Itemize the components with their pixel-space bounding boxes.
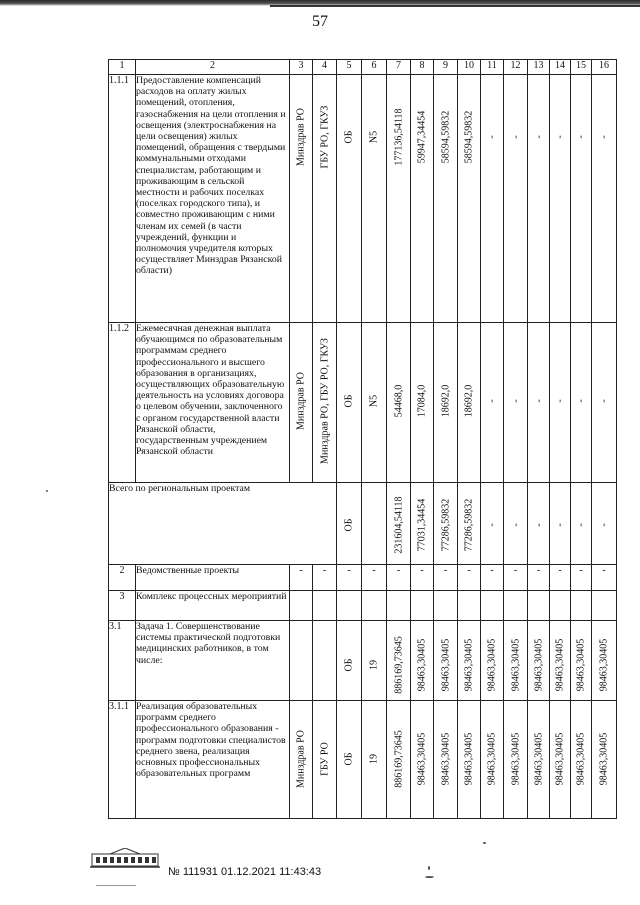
col-header: 15 — [571, 60, 592, 75]
cell-c7: 886169,73645 — [392, 730, 404, 788]
cell-c11: - — [486, 399, 498, 403]
cell-c11: 98463,30405 — [486, 732, 498, 786]
cell-c14: 98463,30405 — [554, 732, 566, 786]
cell-c15: - — [575, 135, 587, 139]
cell-c3: Минздрав РО — [295, 729, 307, 789]
cell-c3: Минздрав РО — [295, 107, 307, 167]
cell-c5: ОБ — [343, 130, 355, 144]
row-number: 3.1.1 — [109, 701, 136, 819]
page-number: 57 — [312, 13, 328, 30]
cell-c5: ОБ — [343, 394, 355, 408]
table-row — [109, 621, 617, 701]
scan-speck — [96, 885, 136, 886]
cell-c7: 54468,0 — [392, 384, 404, 418]
col-header: 2 — [136, 60, 290, 75]
col-header: 1 — [109, 60, 136, 75]
col-header: 16 — [592, 60, 617, 75]
cell-c7: 886169,73645 — [392, 636, 404, 694]
cell-c11: - — [486, 135, 498, 139]
table-row — [109, 565, 617, 591]
table-row — [109, 701, 617, 819]
row-name: Предоставление компенсаций расходов на оплату жилых помещений, отопления, газоснабжения на цели отопления и освещения (электроснабжения на цели освещения) жилых помещений, обращения с твердыми коммунальными отходами специалистам, работающим и проживающим в сельской местности и рабочих поселках (поселках городского типа), и совместно проживающим с ними членам их семей (в части учреждений, функции и полномочия учредителя которых осуществляет Минздрав Рязанской области) — [136, 75, 290, 323]
cell-c11: 98463,30405 — [486, 638, 498, 692]
cell-c11: - — [486, 523, 498, 527]
cell-c13: - — [528, 565, 550, 591]
cell-c15: - — [571, 565, 592, 591]
col-header: 6 — [362, 60, 387, 75]
cell-c8: 17084,0 — [416, 384, 428, 418]
building-stamp-icon — [90, 848, 160, 868]
cell-c14: - — [554, 523, 566, 527]
cell-c15: 98463,30405 — [575, 638, 587, 692]
row-name: Комплекс процессных мероприятий — [136, 591, 290, 621]
row-name: Ежемесячная денежная выплата обучающимся по образовательным программам среднего профессионального и высшего образования в организациях, осуществляющих образовательную деятельность на условиях договора о целевом обучении, заключенного с органом государственной власти Рязанской области, государственным учреждением Рязанской области — [136, 323, 290, 483]
col-header: 7 — [387, 60, 411, 75]
table-row — [109, 323, 617, 483]
cell-c12: - — [504, 565, 528, 591]
cell-c6: N5 — [368, 130, 380, 144]
cell-c4: Минздрав РО, ГБУ РО, ГКУЗ — [318, 338, 330, 464]
col-header: 3 — [290, 60, 313, 75]
row-name: Реализация образовательных программ среднего профессионального образования - программ подготовки специалистов среднего звена, реализация основных профессиональных образовательных программ — [136, 701, 290, 819]
total-label: Всего по региональным проектам — [109, 483, 337, 565]
cell-c9: 58594,59832 — [439, 110, 451, 164]
col-header: 4 — [313, 60, 337, 75]
budget-table — [108, 59, 617, 819]
document-stamp-code: № 111931 01.12.2021 11:43:43 — [168, 866, 322, 878]
row-number: 3 — [109, 591, 136, 621]
cell-c9: 77286,59832 — [439, 498, 451, 552]
scan-top-line — [270, 5, 640, 7]
total-row — [109, 483, 617, 565]
col-header: 11 — [481, 60, 504, 75]
cell-c13: - — [532, 135, 544, 139]
col-header: 13 — [528, 60, 550, 75]
cell-c14: - — [554, 135, 566, 139]
cell-c15: - — [575, 523, 587, 527]
cell-c5: ОБ — [343, 518, 355, 532]
cell-c9: - — [434, 565, 458, 591]
cell-c6: 19 — [368, 660, 380, 670]
row-name: Задача 1. Совершенствование системы практической подготовки медицинских работников, в том числе: — [136, 621, 290, 701]
cell-c16: 98463,30405 — [598, 638, 610, 692]
cell-c10: 98463,30405 — [463, 638, 475, 692]
scan-speck — [46, 490, 48, 492]
cell-c7: 177136,54118 — [392, 108, 404, 166]
cell-c8: 59947,34454 — [416, 110, 428, 164]
row-number: 3.1 — [109, 621, 136, 701]
row-number: 1.1.1 — [109, 75, 136, 323]
cell-c14: - — [554, 399, 566, 403]
cell-c15: 98463,30405 — [575, 732, 587, 786]
col-header: 10 — [458, 60, 481, 75]
row-number: 1.1.2 — [109, 323, 136, 483]
cell-c7: - — [387, 565, 411, 591]
cell-c6: N5 — [368, 394, 380, 408]
table-row — [109, 591, 617, 621]
cell-c16: - — [598, 135, 610, 139]
table-row — [109, 75, 617, 323]
col-header: 14 — [550, 60, 571, 75]
col-header: 5 — [337, 60, 362, 75]
cell-c12: - — [509, 135, 521, 139]
cell-c7: 231604,54118 — [392, 496, 404, 554]
row-number: 2 — [109, 565, 136, 591]
cell-c4: ГБУ РО — [318, 742, 330, 776]
cell-c9: 98463,30405 — [439, 732, 451, 786]
cell-c16: - — [598, 399, 610, 403]
cell-c8: 98463,30405 — [416, 732, 428, 786]
cell-c8: 98463,30405 — [416, 638, 428, 692]
cell-c3: - — [290, 565, 313, 591]
cell-c10: 58594,59832 — [463, 110, 475, 164]
cell-c15: - — [575, 399, 587, 403]
cell-c8: 77031,34454 — [416, 498, 428, 552]
row-name: Ведомственные проекты — [136, 565, 290, 591]
cell-c14: - — [550, 565, 571, 591]
cell-c10: - — [458, 565, 481, 591]
cell-c9: 98463,30405 — [439, 638, 451, 692]
cell-c12: - — [509, 523, 521, 527]
cell-c16: 98463,30405 — [598, 732, 610, 786]
scan-speck — [425, 876, 434, 878]
cell-c4: ГБУ РО, ГКУЗ — [318, 105, 330, 169]
cell-c16: - — [592, 565, 617, 591]
col-header: 9 — [434, 60, 458, 75]
cell-c4: - — [313, 565, 337, 591]
cell-c9: 18692,0 — [439, 384, 451, 418]
col-header: 12 — [504, 60, 528, 75]
cell-c14: 98463,30405 — [554, 638, 566, 692]
header-row — [109, 60, 617, 75]
cell-c10: 98463,30405 — [463, 732, 475, 786]
cell-c13: 98463,30405 — [532, 732, 544, 786]
cell-c13: - — [532, 399, 544, 403]
cell-c10: 18692,0 — [463, 384, 475, 418]
cell-c3: Минздрав РО — [295, 371, 307, 431]
cell-c5: ОБ — [343, 658, 355, 672]
cell-c6: - — [362, 565, 387, 591]
cell-c8: - — [411, 565, 434, 591]
cell-c10: 77286,59832 — [463, 498, 475, 552]
cell-c12: 98463,30405 — [509, 638, 521, 692]
cell-c6: 19 — [368, 754, 380, 764]
cell-c5: ОБ — [343, 752, 355, 766]
col-header: 8 — [411, 60, 434, 75]
cell-c12: 98463,30405 — [509, 732, 521, 786]
scan-speck — [428, 866, 430, 870]
cell-c16: - — [598, 523, 610, 527]
cell-c5: - — [337, 565, 362, 591]
cell-c13: - — [532, 523, 544, 527]
cell-c11: - — [481, 565, 504, 591]
scan-speck — [483, 842, 486, 844]
cell-c12: - — [509, 399, 521, 403]
cell-c13: 98463,30405 — [532, 638, 544, 692]
